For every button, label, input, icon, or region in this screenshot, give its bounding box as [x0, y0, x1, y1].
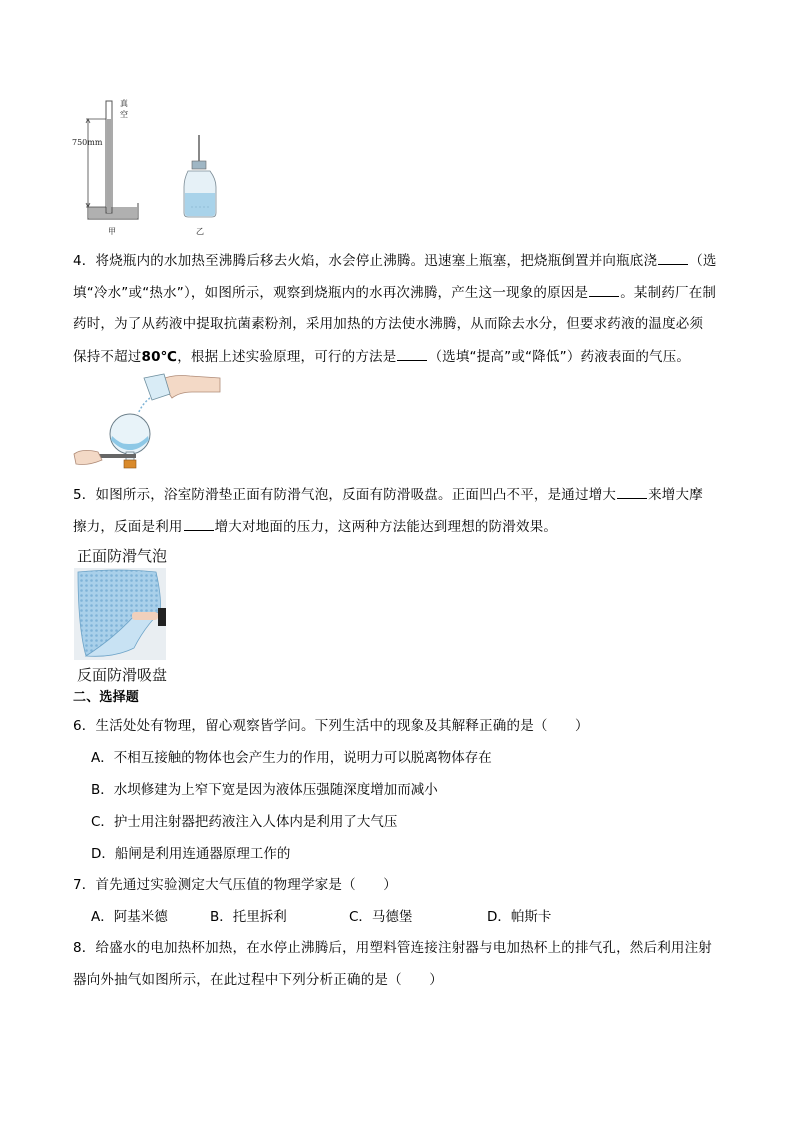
- q4-text: （选: [689, 253, 717, 269]
- barometer-figure: [70, 95, 240, 240]
- q4-line-3: 药时，为了从药液中提取抗菌素粉剂，采用加热的方法使水沸腾，从而除去水分，但要求药液的温度必须: [73, 316, 704, 332]
- q4-line-1: [73, 252, 717, 269]
- q8-line-2: 器向外抽气如图所示，在此过程中下列分析正确的是（ ）: [73, 972, 443, 988]
- mat-caption-bottom: 反面防滑吸盘: [77, 666, 168, 684]
- q4-text: ，根据上述实验原理，可行的方法是: [177, 349, 397, 365]
- q6-option-a[interactable]: A．不相互接触的物体也会产生力的作用，说明力可以脱离物体存在: [91, 750, 492, 766]
- q6-option-d[interactable]: D．船闸是利用连通器原理工作的: [91, 846, 291, 862]
- q5-text: 5．如图所示，浴室防滑垫正面有防滑气泡，反面有防滑吸盘。正面凹凸不平，是通过增大: [73, 487, 617, 503]
- yi-label: 乙: [196, 227, 204, 236]
- mat-caption-top: 正面防滑气泡: [77, 547, 168, 565]
- q5-line-2: [73, 518, 557, 535]
- bath-mat-figure: [74, 568, 166, 660]
- height-label: 750mm: [72, 138, 103, 147]
- q6-stem: 6．生活处处有物理，留心观察皆学问。下列生活中的现象及其解释正确的是（ ）: [73, 718, 589, 734]
- q7-stem: 7．首先通过实验测定大气压值的物理学家是（ ）: [73, 877, 397, 893]
- vacuum-label-2: 空: [120, 110, 128, 119]
- q5-line-1: [73, 486, 703, 503]
- q4-text: （选填“提高”或“降低”）药液表面的气压。: [428, 349, 691, 365]
- q8-line-1: 8．给盛水的电加热杯加热，在水停止沸腾后，用塑料管连接注射器与电加热杯上的排气孔，然后利用注射: [73, 940, 712, 956]
- q4-text: 4．将烧瓶内的水加热至沸腾后移去火焰，水会停止沸腾。迅速塞上瓶塞，把烧瓶倒置并向瓶底浇: [73, 253, 658, 269]
- q5-text: 增大对地面的压力，这两种方法能达到理想的防滑效果。: [214, 519, 558, 535]
- q6-option-b[interactable]: B．水坝修建为上窄下宽是因为液体压强随深度增加而减小: [91, 782, 438, 798]
- q4-blank-2[interactable]: [589, 284, 619, 297]
- q5-blank-2[interactable]: [184, 518, 214, 531]
- section-2-title: 二、选择题: [73, 690, 140, 705]
- q7-option-a[interactable]: A．阿基米德: [91, 909, 168, 925]
- q5-text: 来增大摩: [648, 487, 703, 503]
- q4-temperature: 80℃: [141, 349, 178, 365]
- q7-option-d[interactable]: D．帕斯卡: [487, 909, 552, 925]
- q6-option-c[interactable]: C．护士用注射器把药液注入人体内是利用了大气压: [91, 814, 398, 830]
- q4-line-4: [73, 348, 690, 365]
- q7-option-b[interactable]: B．托里拆利: [210, 909, 287, 925]
- q4-line-2: [73, 284, 716, 301]
- q4-text: 填“冷水”或“热水”），如图所示，观察到烧瓶内的水再次沸腾，产生这一现象的原因是: [73, 285, 589, 301]
- q4-text: 保持不超过: [73, 349, 142, 365]
- jia-label: 甲: [108, 227, 116, 236]
- vacuum-label-1: 真: [120, 99, 128, 108]
- q7-option-c[interactable]: C．马德堡: [349, 909, 413, 925]
- q5-blank-1[interactable]: [617, 486, 647, 499]
- flask-pouring-figure: [72, 370, 222, 472]
- q5-text: 擦力，反面是利用: [73, 519, 183, 535]
- q4-text: 。某制药厂在制: [620, 285, 717, 301]
- q4-blank-3[interactable]: [397, 348, 427, 361]
- q4-blank-1[interactable]: [658, 252, 688, 265]
